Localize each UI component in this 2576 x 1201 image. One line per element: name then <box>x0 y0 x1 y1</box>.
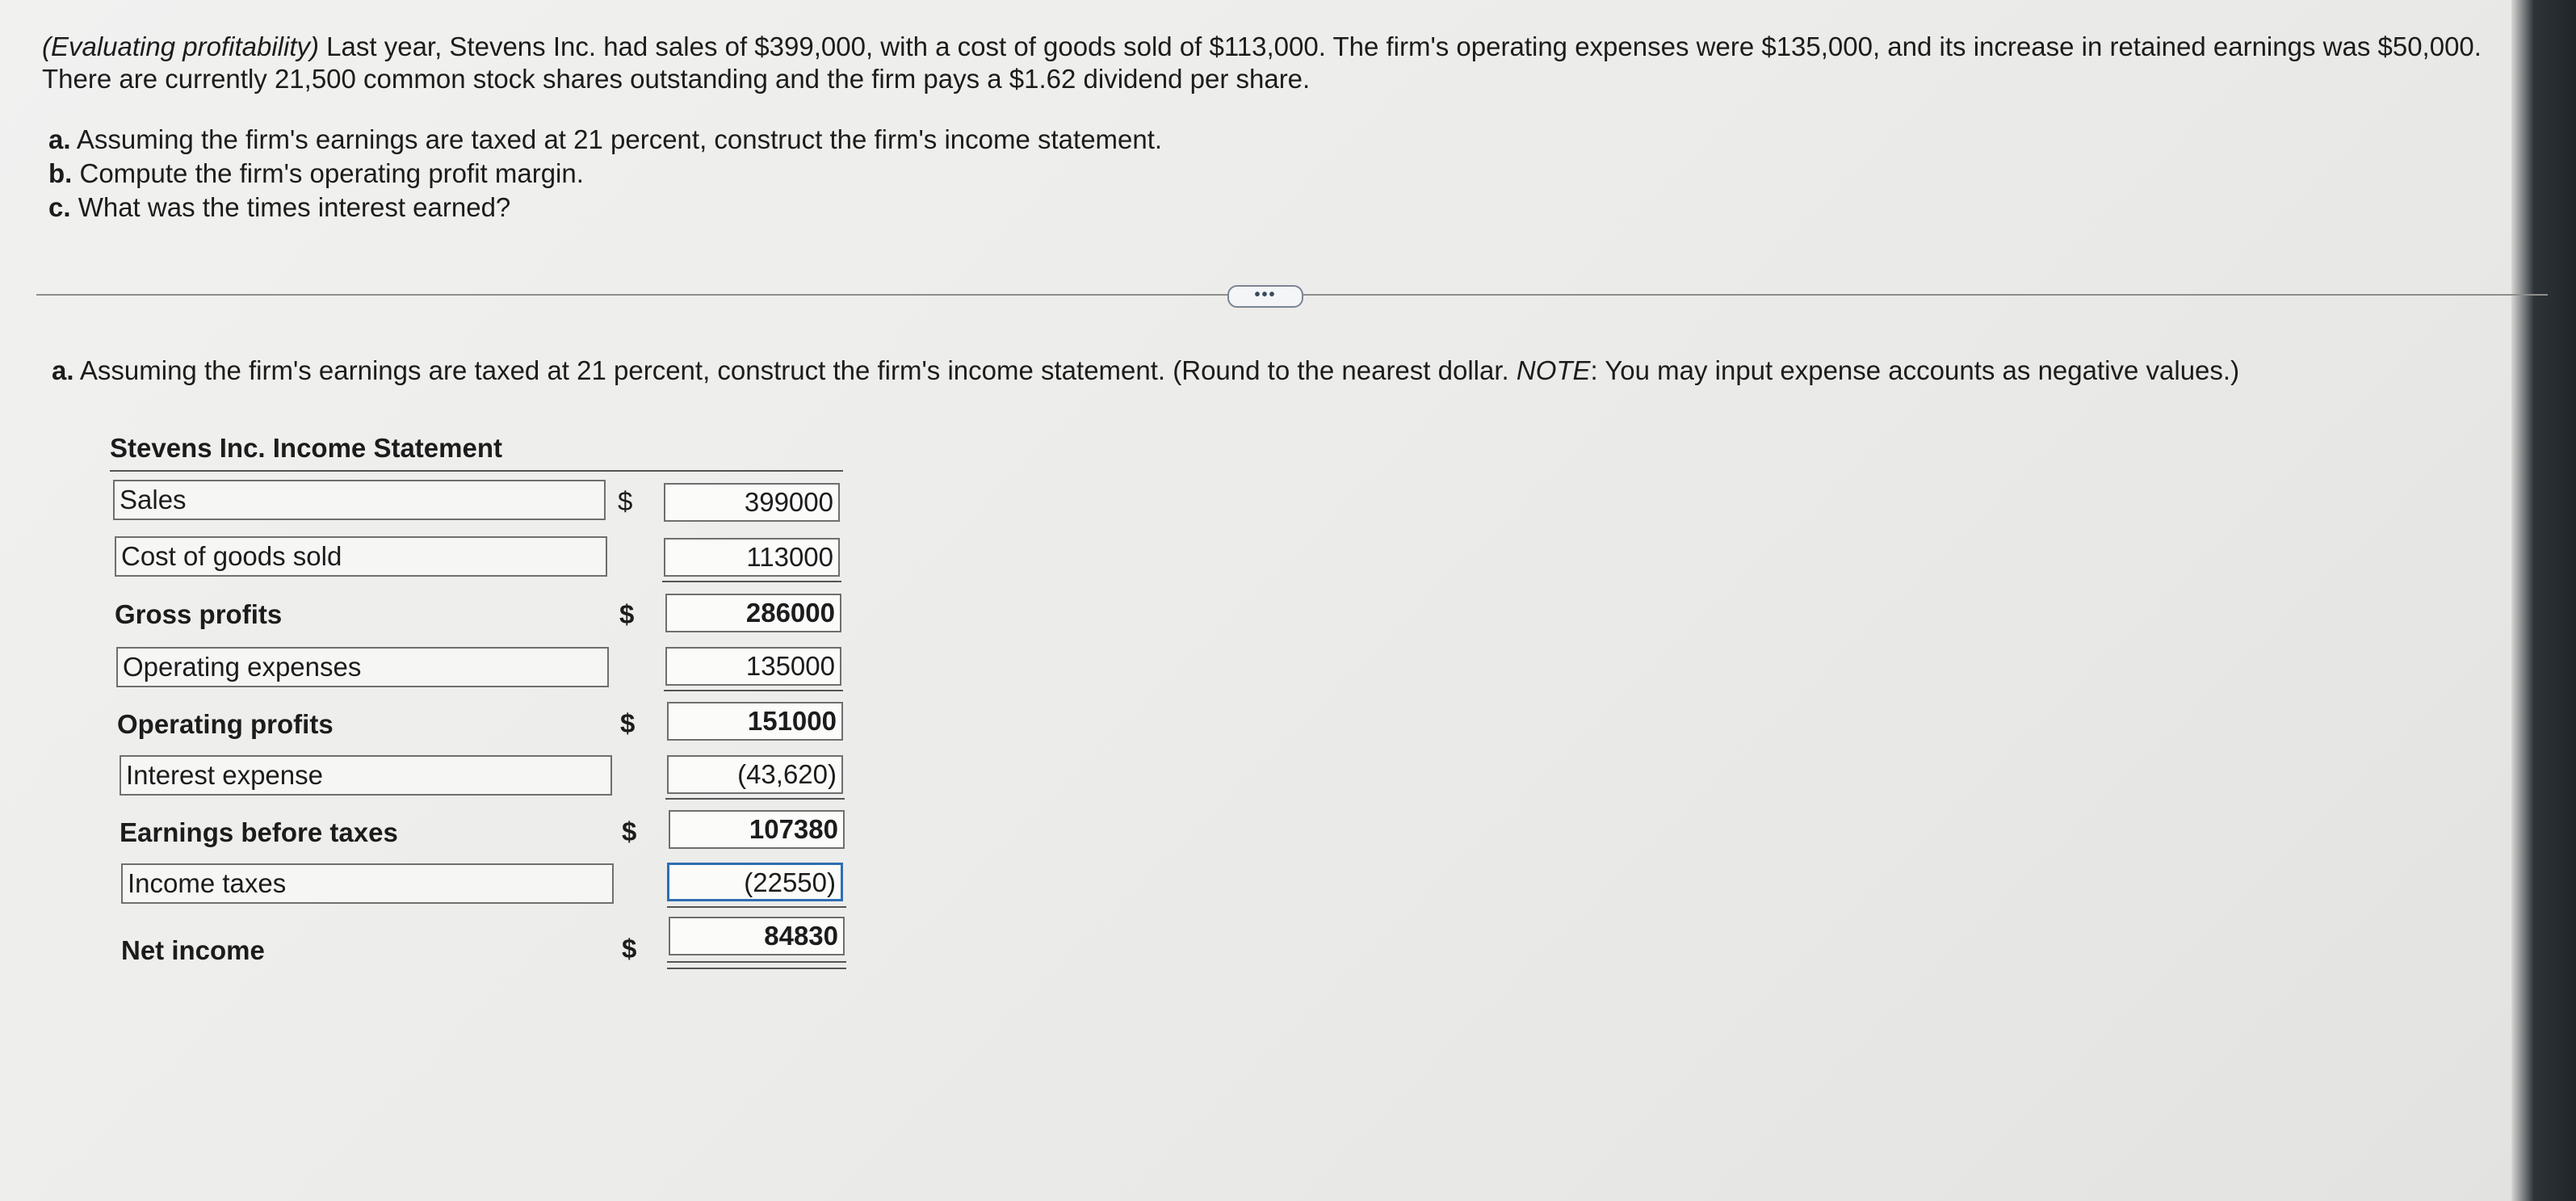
row-label-gross-profits: Gross profits <box>115 599 283 629</box>
value-cogs[interactable]: 113000 <box>664 538 840 577</box>
subtotal-rule <box>665 798 845 800</box>
row-label-operating-profits: Operating profits <box>117 709 334 739</box>
row-label-sales[interactable]: Sales <box>113 480 606 520</box>
row-label-interest-expense[interactable]: Interest expense <box>120 755 612 796</box>
total-double-rule <box>667 961 846 969</box>
subtotal-rule <box>662 581 841 582</box>
value-operating-expenses[interactable]: 135000 <box>665 647 841 686</box>
part-b: b. Compute the firm's operating profit margin. <box>48 158 584 188</box>
value-net-income[interactable]: 84830 <box>669 917 845 955</box>
row-label-earnings-before-taxes: Earnings before taxes <box>120 817 398 847</box>
part-c: c. What was the times interest earned? <box>48 192 511 222</box>
row-label-operating-expenses[interactable]: Operating expenses <box>116 647 609 687</box>
expand-more-button[interactable]: ••• <box>1227 285 1303 308</box>
currency-symbol: $ <box>619 599 635 629</box>
value-earnings-before-taxes[interactable]: 107380 <box>669 810 845 849</box>
row-label-income-taxes[interactable]: Income taxes <box>121 863 614 904</box>
problem-text: Last year, Stevens Inc. had sales of $399,000, with a cost of goods sold of $113,000. The firm's operating expenses were $135,000, and its increase in retained earnings was $50,000. There are currently 21,500 common stock shares outstanding and the firm pays a $1.62 dividend per share. <box>42 31 2482 94</box>
value-income-taxes[interactable]: (22550) <box>667 863 843 901</box>
value-gross-profits[interactable]: 286000 <box>665 594 841 632</box>
problem-tag: (Evaluating profitability) <box>42 31 319 61</box>
row-label-net-income: Net income <box>121 935 265 965</box>
part-a: a. Assuming the firm's earnings are taxed at 21 percent, construct the firm's income statement. <box>48 124 1163 154</box>
window-edge <box>2511 0 2576 1201</box>
value-operating-profits[interactable]: 151000 <box>667 702 843 741</box>
currency-symbol: $ <box>622 934 637 964</box>
currency-symbol: $ <box>620 708 636 738</box>
value-sales[interactable]: 399000 <box>664 483 840 522</box>
title-rule <box>110 470 843 472</box>
currency-symbol: $ <box>622 817 637 846</box>
currency-symbol: $ <box>618 486 633 516</box>
subtotal-rule <box>667 906 846 908</box>
problem-parts <box>48 123 1162 225</box>
question-prompt: a. Assuming the firm's earnings are taxed at 21 percent, construct the firm's income statement. (Round to the nearest dollar. NOTE: You may input expense accounts as negative values.) <box>52 355 2240 385</box>
subtotal-rule <box>664 690 843 691</box>
value-interest-expense[interactable]: (43,620) <box>667 755 843 794</box>
row-label-cogs[interactable]: Cost of goods sold <box>115 536 607 577</box>
problem-statement <box>42 31 2537 95</box>
statement-title: Stevens Inc. Income Statement <box>110 433 502 463</box>
